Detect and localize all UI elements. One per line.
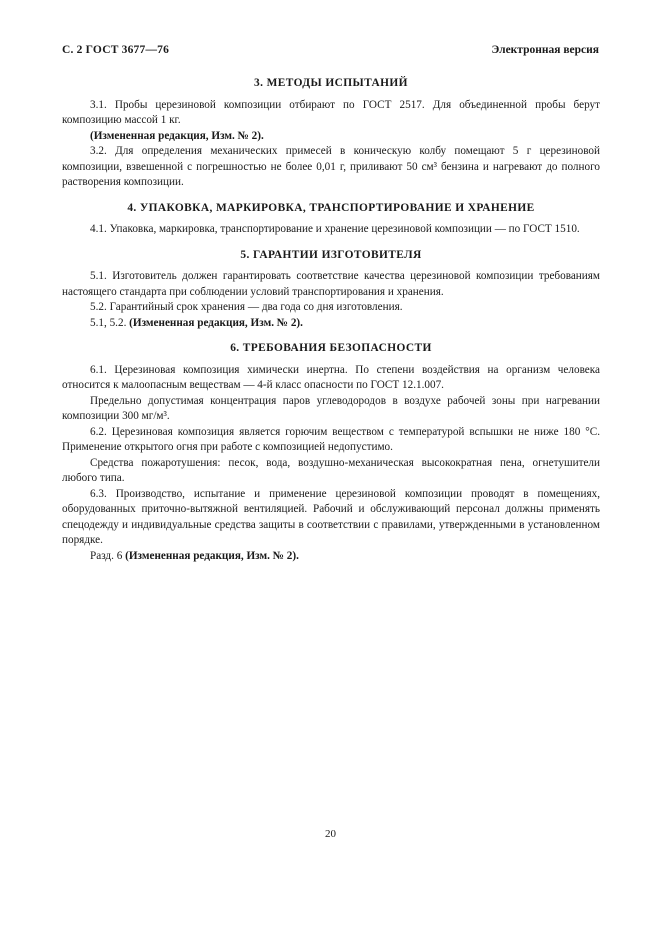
paragraph-6-3: 6.3. Производство, испытание и применение церезиновой композиции проводят в помещениях, оборудованных приточно-вытяжной вентиляцией. Рабочий и обслуживающий персонал должны применять спецодежду и индивидуальные средства защиты в соответствии с правилами, утвержденными в установленном порядке. xyxy=(62,487,600,546)
header-standard-id: С. 2 ГОСТ 3677—76 xyxy=(62,44,170,56)
section-6-title: 6. ТРЕБОВАНИЯ БЕЗОПАСНОСТИ xyxy=(230,342,432,354)
paragraph-4-1: 4.1. Упаковка, маркировка, транспортирование и хранение церезиновой композиции — по ГОСТ 1510. xyxy=(90,223,580,235)
section-3-title: 3. МЕТОДЫ ИСПЫТАНИЙ xyxy=(254,77,408,89)
paragraph-3-1: 3.1. Пробы церезиновой композиции отбирают по ГОСТ 2517. Для объединенной пробы берут композицию массой 1 кг. xyxy=(62,98,600,126)
page-number: 20 xyxy=(325,828,336,840)
paragraph-6-1-concentration: Предельно допустимая концентрация паров углеводородов в воздухе рабочей зоны при нагревании композиции 300 мг/м³. xyxy=(62,394,600,422)
paragraph-6-2: 6.2. Церезиновая композиция является горючим веществом с температурой вспышки не ниже 180 °С. Применение открытого огня при работе с композицией недопустимо. xyxy=(62,425,600,453)
paragraph-6-1: 6.1. Церезиновая композиция химически инертна. По степени воздействия на организм человека относится к малоопасным веществам — 4-й класс опасности по ГОСТ 12.1.007. xyxy=(62,363,600,391)
section-4-title: 4. УПАКОВКА, МАРКИРОВКА, ТРАНСПОРТИРОВАНИЕ И ХРАНЕНИЕ xyxy=(127,201,535,214)
amendment-note-6 xyxy=(62,549,600,565)
paragraph-6-2-extinguishing: Средства пожаротушения: песок, вода, воздушно-механическая высокократная пена, огнетушители любого типа. xyxy=(62,456,600,484)
amendment-note-3-1 xyxy=(62,129,600,145)
paragraph-5-2: 5.2. Гарантийный срок хранения — два года со дня изготовления. xyxy=(90,301,403,313)
amendment-note-3-1-text: (Измененная редакция, Изм. № 2). xyxy=(90,129,264,142)
amendment-note-6-prefix: Разд. 6 xyxy=(90,549,126,562)
section-5-title: 5. ГАРАНТИИ ИЗГОТОВИТЕЛЯ xyxy=(240,248,422,261)
paragraph-5-1: 5.1. Изготовитель должен гарантировать соответствие качества церезиновой композиции требованиям настоящего стандарта при соблюдении условий транспортирования и хранения. xyxy=(62,270,600,298)
amendment-note-6-text: (Измененная редакция, Изм. № 2). xyxy=(125,549,299,562)
amendment-note-5-prefix: 5.1, 5.2. xyxy=(90,316,130,329)
amendment-note-5-text: (Измененная редакция, Изм. № 2). xyxy=(129,316,303,329)
paragraph-3-2: 3.2. Для определения механических примесей в коническую колбу помещают 5 г церезиновой композиции, взвешенной с погрешностью не более 0,01 г, приливают 50 см³ бензина и нагревают до полного растворения композиции. xyxy=(62,145,600,188)
document-body xyxy=(62,76,600,564)
amendment-note-5 xyxy=(62,316,600,332)
header-edition-label: Электронная версия xyxy=(491,44,599,56)
